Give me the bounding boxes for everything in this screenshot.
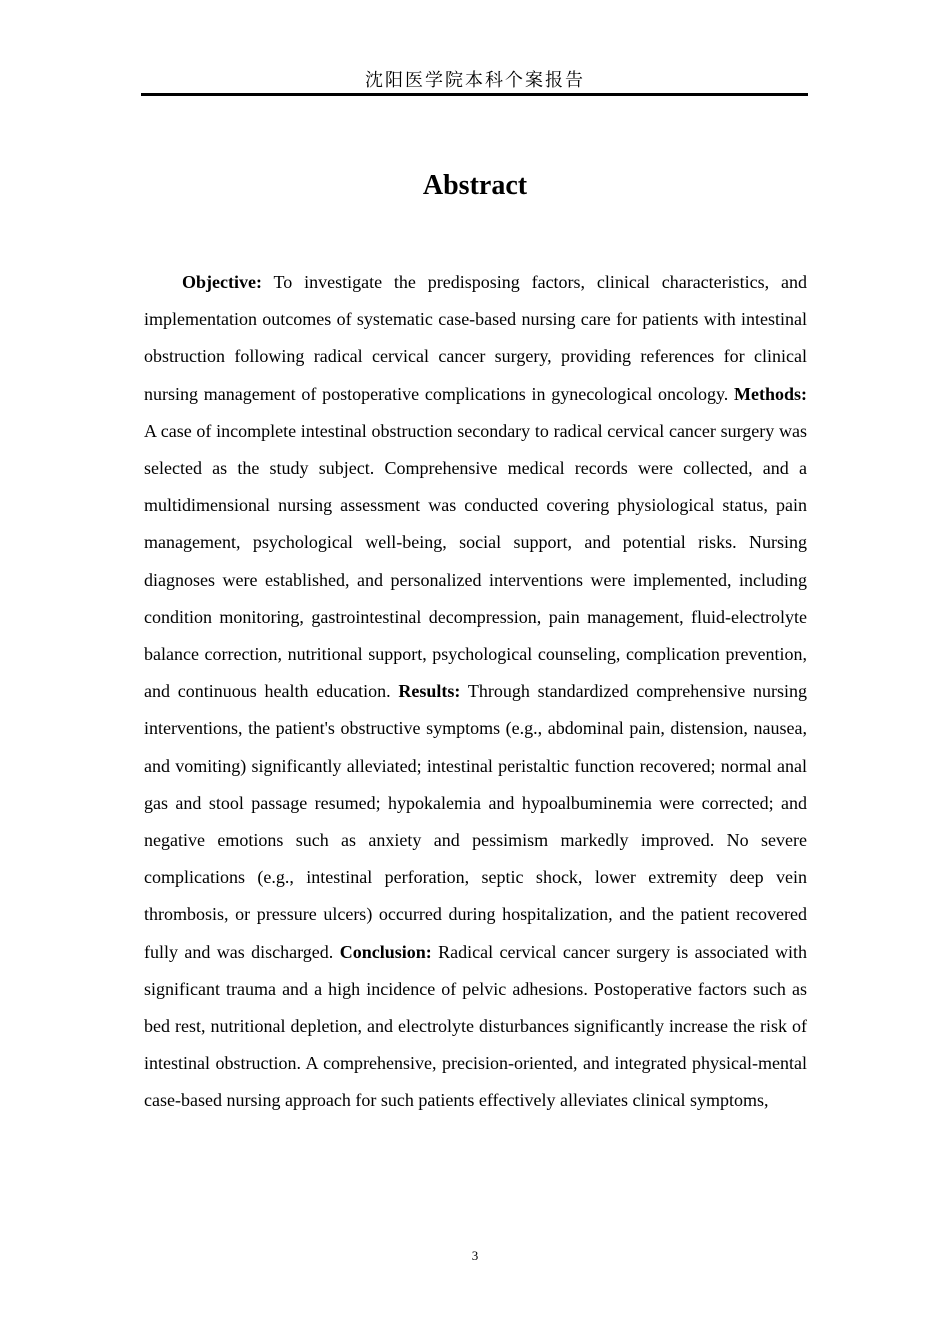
page-number: 3 <box>471 1248 479 1263</box>
objective-label: Objective: <box>182 272 262 292</box>
conclusion-text: Radical cervical cancer surgery is associated with significant trauma and a high incidence of pelvic adhesions. Postoperative factors such as bed rest, nutritional depletion, and electrolyte disturbances significantly increase the risk of intestinal obstruction. A comprehensive, precision-oriented, and integrated physical-mental case-based nursing approach for such patients effectively alleviates clinical symptoms, <box>144 941 808 1111</box>
header-rule <box>141 93 808 96</box>
methods-text: A case of incomplete intestinal obstruction secondary to radical cervical cancer surgery was selected as the study subject. Comprehensive medical records were collected, and a multidimensional nursing assessment was conducted covering physiological status, pain management, psychological well-being, social support, and potential risks. Nursing diagnoses were established, and personalized interventions were implemented, including condition monitoring, gastrointestinal decompression, pain management, fluid-electrolyte balance correction, nutritional support, psychological counseling, complication prevention, and continuous health education. <box>144 420 807 702</box>
methods-label: Methods: <box>734 383 807 404</box>
conclusion-label: Conclusion: <box>339 941 432 962</box>
running-header: 沈阳医学院本科个案报告 <box>365 70 585 91</box>
page-title: Abstract <box>422 170 528 201</box>
abstract-paragraph <box>144 264 807 1120</box>
results-text: Through standardized comprehensive nursing interventions, the patient's obstructive symptoms (e.g., abdominal pain, distension, nausea, and vomiting) significantly alleviated; intestinal peristaltic function recovered; normal anal gas and stool passage resumed; hypokalemia and hypoalbuminemia were corrected; and negative emotions such as anxiety and pessimism markedly improved. No severe complications (e.g., intestinal perforation, septic shock, lower extremity deep vein thrombosis, or pressure ulcers) occurred during hospitalization, and the patient recovered fully and was discharged. <box>144 681 807 962</box>
objective-text: To investigate the predisposing factors, clinical characteristics, and implementation outcomes of systematic case-based nursing care for patients with intestinal obstruction following radical cervical cancer surgery, providing references for clinical nursing management of postoperative complications in gynecological oncology. <box>144 272 807 404</box>
results-label: Results: <box>398 681 461 702</box>
